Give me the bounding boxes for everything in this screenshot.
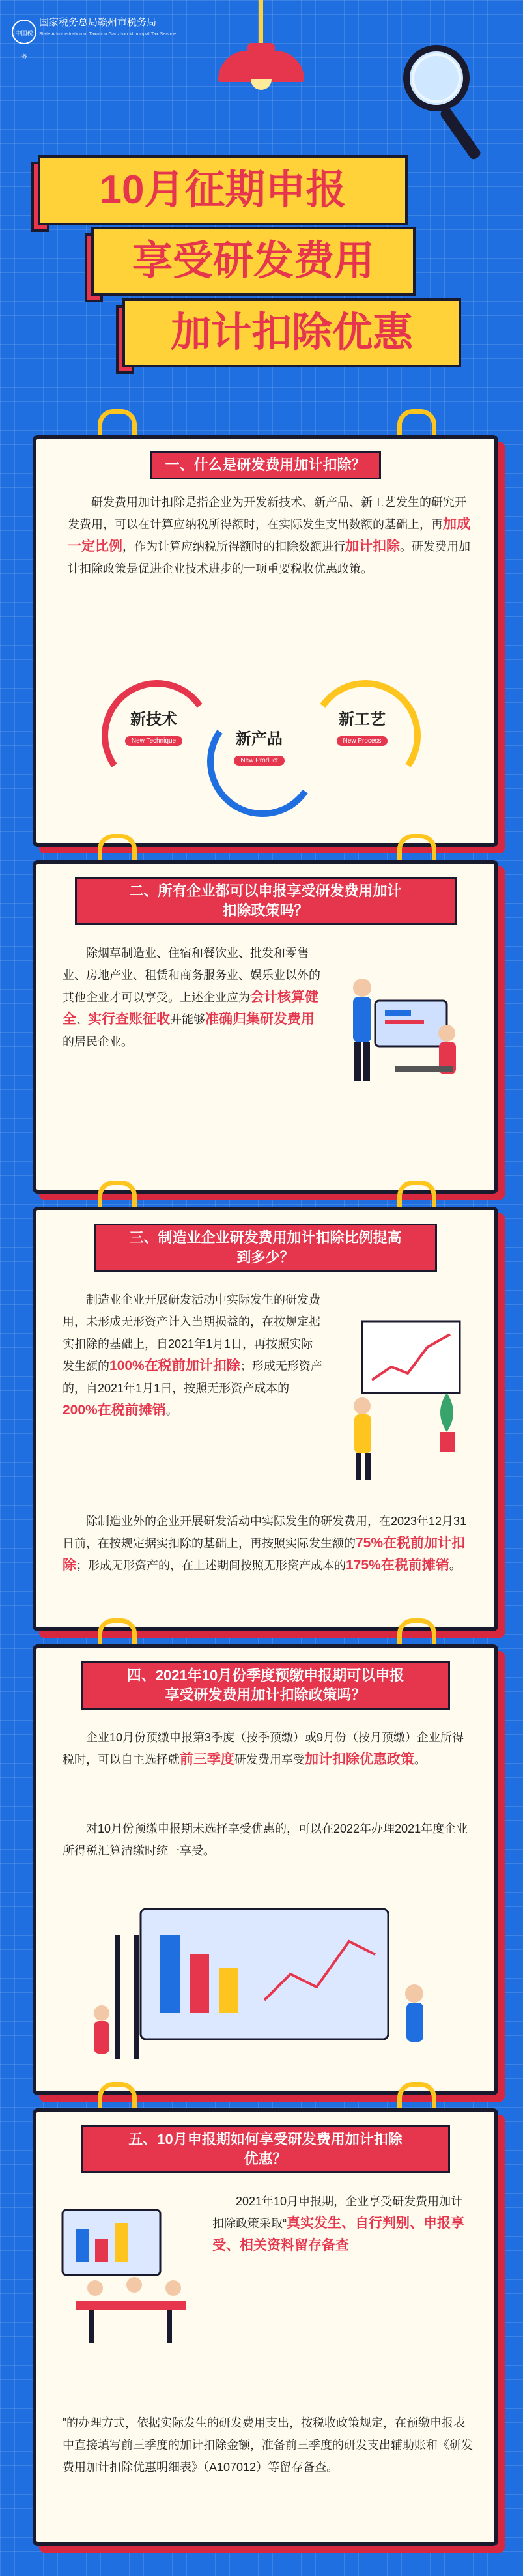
title-line-1: 10月征期申报 <box>38 155 408 225</box>
section2-heading: 二、所有企业都可以申报享受研发费用加计 扣除政策吗？ <box>75 877 457 925</box>
tax-logo: 中国税务 <box>12 20 36 44</box>
org-name <box>39 17 176 40</box>
meeting-illustration <box>49 2203 206 2353</box>
section-how-to <box>33 2108 498 2546</box>
chart-presenter-illustration <box>336 1315 473 1484</box>
title-line-3: 加计扣除优惠 <box>122 298 461 367</box>
section2-body: 除烟草制造业、住宿和餐饮业、批发和零售业、房地产业、租赁和商务服务业、娱乐业以外的其他企业才可以享受。上述企业应为会计核算健全、实行查账征收并能够准确归集研发费用的居民企业。 <box>63 947 320 1048</box>
dashboard-team-illustration <box>76 1896 453 2072</box>
section5-body-b: ”的办理方式，依据实际发生的研发费用支出，按税收政策规定，在预缴申报表中直接填写前三季度的加计扣除金额，准备前三季度的研发支出辅助账和《研发费用加计扣除优惠明细表》（A107012）等留存备查。 <box>63 2416 473 2474</box>
item-new-technique: 新技术 New Technique <box>115 706 193 747</box>
section1-heading: 一、什么是研发费用加计扣除？ <box>150 451 380 479</box>
section5-body-a: 2021年10月申报期，企业享受研发费用加计扣除政策采取“真实发生、自行判别、申报享受、相关资料留存备查 <box>212 2195 464 2253</box>
lamp-icon <box>218 51 304 82</box>
office-workers-illustration <box>336 955 473 1098</box>
section-what-is <box>33 435 498 847</box>
section4-heading: 四、2021年10月份季度预缴申报期可以申报 享受研发费用加计扣除政策吗？ <box>81 1661 450 1710</box>
title-line-2: 享受研发费用 <box>91 227 416 296</box>
magnifier-icon <box>397 39 495 169</box>
section5-heading: 五、10月申报期如何享受研发费用加计扣除 优惠？ <box>81 2125 450 2173</box>
item-new-process: 新工艺 New Process <box>323 706 401 747</box>
org-name-en: State Administration of Taxation Ganzhou Municipal Tax Service <box>39 32 177 36</box>
section-ratio <box>33 1207 498 1631</box>
item-new-product: 新产品 New Product <box>220 726 298 767</box>
section-eligible <box>33 860 498 1194</box>
section-quarterly <box>33 1644 498 2095</box>
section1-body: 研发费用加计扣除是指企业为开发新技术、新产品、新工艺发生的研究开发费用，可以在计算应纳税所得额时，在实际发生支出数额的基础上，再加成一定比例，作为计算应纳税所得额时的扣除数额进行加计扣除。研发费用加计扣除政策是促进企业技术进步的一项重要税收优惠政策。 <box>68 496 470 575</box>
section3-body-1: 制造业企业开展研发活动中实际发生的研发费用，未形成无形资产计入当期损益的，在按规定据实扣除的基础上，自2021年1月1日，再按照实际发生额的100%在税前加计扣除；形成无形资产的，自2021年1月1日，按照无形资产成本的200%在税前摊销。 <box>63 1293 322 1418</box>
section3-heading: 三、制造业企业研发费用加计扣除比例提高 到多少？ <box>94 1224 437 1272</box>
org-name-cn: 国家税务总局赣州市税务局 <box>39 17 157 28</box>
section4-body-2: 对10月份预缴申报期未选择享受优惠的，可以在2022年办理2021年度企业所得税汇算清缴时统一享受。 <box>63 1822 468 1857</box>
section4-body-1: 企业10月份预缴申报第3季度（按季预缴）或9月份（按月预缴）企业所得税时，可以自主选择就前三季度研发费用享受加计扣除优惠政策。 <box>63 1731 464 1767</box>
section3-body-2: 除制造业外的企业开展研发活动中实际发生的研发费用，在2023年12月31日前，在按规定据实扣除的基础上，再按照实际发生额的75%在税前加计扣除；形成无形资产的，在上述期间按照无形资产成本的175%在税前摊销。 <box>63 1515 467 1573</box>
